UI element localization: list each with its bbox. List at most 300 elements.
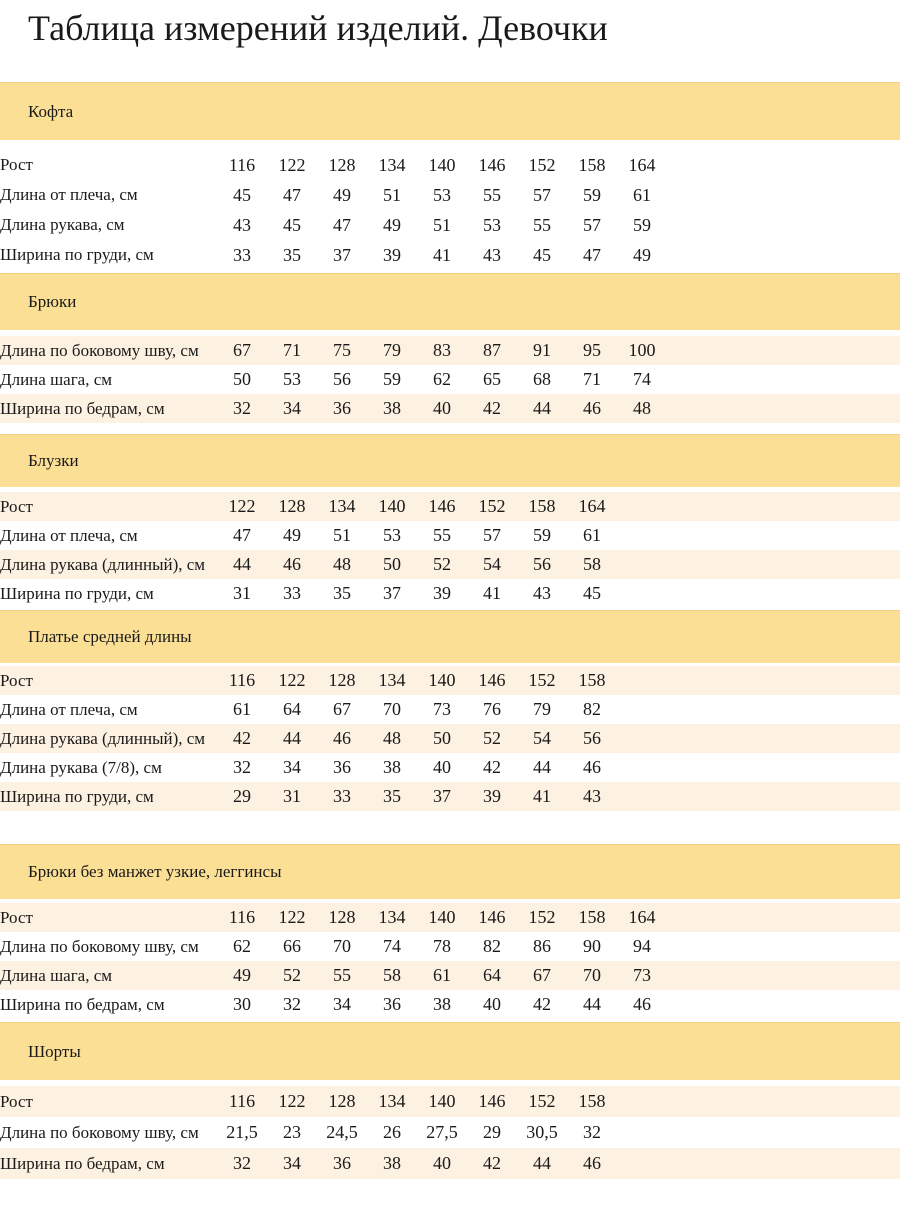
measurement-value: 32	[233, 757, 251, 778]
measurement-value: 61	[633, 184, 651, 205]
measurement-value: 56	[567, 724, 617, 753]
measurement-value: 33	[283, 583, 301, 604]
measurement-value: 128	[317, 666, 367, 695]
measurement-value: 78	[433, 936, 451, 957]
row-filler	[667, 990, 900, 1019]
measurement-value: 116	[217, 1086, 267, 1117]
measurement-value: 146	[478, 154, 506, 175]
measurement-value: 122	[278, 154, 306, 175]
measurement-value: 31	[233, 583, 251, 604]
table-row	[0, 210, 900, 240]
measurement-value: 42	[483, 757, 501, 778]
measurement-value: 140	[428, 154, 456, 175]
measurement-value: 134	[367, 1086, 417, 1117]
measurement-value: 122	[267, 1086, 317, 1117]
table-row	[0, 724, 900, 753]
measurement-value: 140	[417, 903, 467, 932]
measurement-value: 35	[367, 782, 417, 811]
section-title: Шорты	[28, 1041, 81, 1061]
row-filler	[667, 394, 900, 423]
measurement-value: 67	[517, 961, 567, 990]
measurement-value: 158	[578, 154, 606, 175]
table-row	[0, 695, 900, 724]
table-row	[0, 666, 900, 695]
measurement-value: 23	[283, 1122, 301, 1143]
measurement-value: 164	[628, 154, 656, 175]
measurement-value: 42	[467, 394, 517, 423]
measurement-value: 59	[583, 184, 601, 205]
row-label: Длина шага, см	[0, 369, 113, 389]
measurement-value: 100	[617, 336, 667, 365]
measurement-value: 79	[533, 699, 551, 720]
measurement-value: 24,5	[326, 1122, 358, 1143]
row-label: Ширина по бедрам, см	[0, 994, 165, 1014]
measurement-value: 43	[567, 782, 617, 811]
table-row	[0, 932, 900, 961]
table-row	[0, 521, 900, 550]
measurement-value: 32	[583, 1122, 601, 1143]
measurement-value: 38	[367, 394, 417, 423]
measurement-value: 48	[617, 394, 667, 423]
measurement-value: 36	[383, 994, 401, 1015]
measurement-value: 57	[533, 184, 551, 205]
row-filler	[667, 492, 900, 521]
measurement-value: 48	[367, 724, 417, 753]
table-row	[0, 1117, 900, 1148]
section-title: Брюки без манжет узкие, леггинсы	[28, 862, 282, 882]
measurement-value: 73	[617, 961, 667, 990]
measurement-value: 83	[417, 336, 467, 365]
measurement-value: 29	[483, 1122, 501, 1143]
row-label: Длина рукава (длинный), см	[0, 724, 217, 753]
measurement-value: 55	[533, 214, 551, 235]
measurement-value: 53	[283, 369, 301, 390]
measurement-value: 53	[383, 525, 401, 546]
measurement-value: 67	[217, 336, 267, 365]
row-filler	[667, 932, 900, 961]
measurement-value: 74	[633, 369, 651, 390]
measurement-value: 46	[583, 757, 601, 778]
row-filler	[667, 521, 900, 550]
row-filler	[667, 782, 900, 811]
measurement-value: 158	[567, 1086, 617, 1117]
measurement-value: 134	[317, 492, 367, 521]
measurement-value	[617, 782, 667, 811]
measurement-value: 68	[533, 369, 551, 390]
measurement-value: 91	[517, 336, 567, 365]
measurement-value: 38	[367, 1148, 417, 1179]
measurement-value: 146	[417, 492, 467, 521]
measurements-table	[0, 336, 900, 423]
row-label: Рост	[0, 1086, 217, 1117]
row-label: Длина рукава, см	[0, 215, 125, 235]
table-row	[0, 492, 900, 521]
measurement-value: 42	[217, 724, 267, 753]
table-row	[0, 550, 900, 579]
measurement-value: 43	[483, 244, 501, 265]
measurement-value: 71	[583, 369, 601, 390]
row-filler	[667, 210, 900, 240]
measurement-value	[617, 1117, 667, 1148]
measurement-value: 134	[367, 666, 417, 695]
measurement-value: 44	[517, 1148, 567, 1179]
table-row	[0, 1086, 900, 1117]
measurement-value: 37	[417, 782, 467, 811]
measurement-value: 71	[267, 336, 317, 365]
measurement-value: 90	[583, 936, 601, 957]
measurement-value: 40	[417, 1148, 467, 1179]
product-section	[0, 844, 900, 1019]
measurement-value: 51	[333, 525, 351, 546]
row-label: Длина рукава (длинный), см	[0, 550, 217, 579]
measurement-value: 152	[517, 666, 567, 695]
row-label: Рост	[0, 155, 33, 175]
measurement-value: 95	[567, 336, 617, 365]
measurement-value: 140	[417, 666, 467, 695]
measurement-value: 116	[217, 903, 267, 932]
section-header	[0, 434, 900, 487]
section-header	[0, 1022, 900, 1080]
row-filler	[667, 336, 900, 365]
table-row	[0, 365, 900, 394]
measurement-value: 70	[567, 961, 617, 990]
measurement-value: 43	[233, 214, 251, 235]
measurement-value: 46	[267, 550, 317, 579]
row-filler	[667, 1086, 900, 1117]
measurement-value: 94	[633, 936, 651, 957]
row-filler	[667, 1117, 900, 1148]
measurement-value: 38	[433, 994, 451, 1015]
measurement-value: 56	[333, 369, 351, 390]
measurement-value: 164	[567, 492, 617, 521]
measurement-value: 27,5	[426, 1122, 458, 1143]
table-row	[0, 180, 900, 210]
measurement-value: 75	[317, 336, 367, 365]
measurement-value: 55	[317, 961, 367, 990]
measurement-value: 134	[378, 154, 406, 175]
measurement-value: 36	[317, 394, 367, 423]
table-row	[0, 336, 900, 365]
measurement-value: 34	[333, 994, 351, 1015]
measurement-value: 39	[467, 782, 517, 811]
measurement-value: 44	[267, 724, 317, 753]
row-label: Ширина по груди, см	[0, 583, 154, 603]
table-row	[0, 990, 900, 1019]
measurement-value: 32	[217, 394, 267, 423]
measurement-value: 58	[367, 961, 417, 990]
row-label: Длина от плеча, см	[0, 185, 138, 205]
measurement-value: 158	[517, 492, 567, 521]
product-section	[0, 82, 900, 270]
measurement-value: 29	[217, 782, 267, 811]
measurement-value: 53	[483, 214, 501, 235]
measurement-value: 140	[367, 492, 417, 521]
measurement-value: 32	[283, 994, 301, 1015]
measurement-value: 122	[217, 492, 267, 521]
measurement-value: 146	[467, 1086, 517, 1117]
section-header	[0, 610, 900, 663]
measurement-value: 49	[633, 244, 651, 265]
measurement-value: 66	[283, 936, 301, 957]
section-header	[0, 844, 900, 899]
measurements-table	[0, 1086, 900, 1179]
measurement-value: 34	[267, 1148, 317, 1179]
measurement-value: 42	[467, 1148, 517, 1179]
measurement-value	[617, 695, 667, 724]
measurement-value: 45	[283, 214, 301, 235]
measurement-value: 73	[433, 699, 451, 720]
measurements-table	[0, 903, 900, 1019]
measurement-value: 39	[433, 583, 451, 604]
measurement-value: 35	[333, 583, 351, 604]
measurement-value: 45	[233, 184, 251, 205]
measurement-value: 30,5	[526, 1122, 558, 1143]
table-row	[0, 1148, 900, 1179]
measurement-value: 54	[517, 724, 567, 753]
measurement-value: 44	[217, 550, 267, 579]
measurement-value: 76	[483, 699, 501, 720]
measurement-value: 59	[633, 214, 651, 235]
measurement-value: 40	[483, 994, 501, 1015]
measurement-value: 47	[333, 214, 351, 235]
measurement-value: 53	[433, 184, 451, 205]
table-row	[0, 961, 900, 990]
measurement-value: 59	[533, 525, 551, 546]
row-filler	[667, 1148, 900, 1179]
measurement-value: 158	[567, 903, 617, 932]
measurement-value: 46	[317, 724, 367, 753]
measurement-value: 48	[317, 550, 367, 579]
measurement-value	[617, 1148, 667, 1179]
measurement-value: 51	[433, 214, 451, 235]
measurement-value: 46	[633, 994, 651, 1015]
product-section	[0, 273, 900, 423]
measurement-value: 46	[567, 1148, 617, 1179]
measurement-value: 86	[533, 936, 551, 957]
measurement-value: 87	[467, 336, 517, 365]
row-label: Длина от плеча, см	[0, 525, 138, 545]
measurement-value: 49	[283, 525, 301, 546]
measurement-value: 54	[467, 550, 517, 579]
measurement-value: 134	[367, 903, 417, 932]
measurement-value: 122	[267, 903, 317, 932]
page-title: Таблица измерений изделий. Девочки	[28, 8, 608, 48]
measurement-value: 128	[328, 154, 356, 175]
table-row	[0, 782, 900, 811]
row-filler	[667, 903, 900, 932]
measurement-value	[617, 753, 667, 782]
measurement-value: 67	[333, 699, 351, 720]
measurement-value: 50	[417, 724, 467, 753]
measurement-value: 31	[267, 782, 317, 811]
row-filler	[667, 365, 900, 394]
section-header	[0, 273, 900, 330]
section-title: Платье средней длины	[28, 627, 192, 647]
table-row	[0, 150, 900, 180]
measurement-value	[617, 1086, 667, 1117]
measurement-value: 57	[483, 525, 501, 546]
row-filler	[667, 666, 900, 695]
table-row	[0, 903, 900, 932]
measurement-value: 44	[533, 757, 551, 778]
measurement-value	[617, 492, 667, 521]
measurement-value: 47	[583, 244, 601, 265]
measurement-value: 164	[617, 903, 667, 932]
measurement-value: 56	[517, 550, 567, 579]
measurement-value: 35	[283, 244, 301, 265]
product-section	[0, 610, 900, 811]
row-label: Длина от плеча, см	[0, 699, 138, 719]
measurement-value: 82	[483, 936, 501, 957]
measurement-value: 58	[567, 550, 617, 579]
measurement-value: 128	[317, 1086, 367, 1117]
row-filler	[667, 550, 900, 579]
row-filler	[667, 579, 900, 608]
measurement-value: 64	[467, 961, 517, 990]
measurement-value: 61	[417, 961, 467, 990]
measurement-value: 49	[383, 214, 401, 235]
row-label: Длина рукава (7/8), см	[0, 757, 162, 777]
measurement-value: 40	[417, 394, 467, 423]
measurement-value: 52	[267, 961, 317, 990]
measurement-value: 61	[233, 699, 251, 720]
measurement-value: 41	[483, 583, 501, 604]
measurement-value: 39	[383, 244, 401, 265]
measurement-value: 55	[483, 184, 501, 205]
table-row	[0, 240, 900, 270]
measurement-value: 152	[528, 154, 556, 175]
measurement-value: 55	[433, 525, 451, 546]
measurement-value: 45	[533, 244, 551, 265]
measurement-value: 52	[417, 550, 467, 579]
sections-container	[0, 82, 900, 1179]
measurement-value: 42	[533, 994, 551, 1015]
row-label: Длина по боковому шву, см	[0, 936, 199, 956]
row-label: Рост	[0, 492, 217, 521]
measurement-value: 152	[517, 1086, 567, 1117]
table-row	[0, 579, 900, 608]
measurement-value: 37	[333, 244, 351, 265]
measurement-value: 152	[467, 492, 517, 521]
measurement-value: 116	[217, 666, 267, 695]
section-header	[0, 82, 900, 140]
section-title: Кофта	[28, 101, 74, 121]
measurement-value: 152	[517, 903, 567, 932]
measurement-value: 65	[483, 369, 501, 390]
measurement-value: 47	[283, 184, 301, 205]
measurement-value: 43	[533, 583, 551, 604]
row-filler	[667, 180, 900, 210]
measurement-value: 38	[383, 757, 401, 778]
measurement-value: 146	[467, 903, 517, 932]
measurement-value: 33	[233, 244, 251, 265]
measurement-value: 50	[367, 550, 417, 579]
measurement-value: 45	[583, 583, 601, 604]
row-label: Ширина по бедрам, см	[0, 1148, 217, 1179]
measurement-value: 70	[333, 936, 351, 957]
measurement-value: 51	[383, 184, 401, 205]
measurement-value: 47	[233, 525, 251, 546]
measurement-value: 46	[567, 394, 617, 423]
row-label: Ширина по груди, см	[0, 245, 154, 265]
measurement-value	[617, 550, 667, 579]
measurement-value	[617, 724, 667, 753]
table-row	[0, 753, 900, 782]
row-label: Длина по боковому шву, см	[0, 1122, 199, 1142]
row-label: Длина шага, см	[0, 961, 217, 990]
measurement-value: 64	[283, 699, 301, 720]
measurement-value: 32	[217, 1148, 267, 1179]
row-label: Рост	[0, 903, 217, 932]
measurements-table	[0, 492, 900, 608]
row-label: Рост	[0, 666, 217, 695]
measurement-value: 34	[283, 757, 301, 778]
measurement-value: 50	[233, 369, 251, 390]
measurement-value: 36	[333, 757, 351, 778]
size-chart-page	[0, 8, 900, 1179]
measurement-value: 44	[517, 394, 567, 423]
measurement-value: 52	[467, 724, 517, 753]
measurement-value: 37	[383, 583, 401, 604]
measurement-value: 140	[417, 1086, 467, 1117]
row-label: Длина по боковому шву, см	[0, 336, 217, 365]
measurement-value: 41	[433, 244, 451, 265]
measurements-table	[0, 150, 900, 270]
measurement-value: 49	[333, 184, 351, 205]
section-title: Брюки	[28, 292, 77, 312]
measurement-value	[617, 579, 667, 608]
row-filler	[667, 240, 900, 270]
measurement-value: 82	[583, 699, 601, 720]
product-section	[0, 1022, 900, 1179]
measurement-value: 34	[267, 394, 317, 423]
measurement-value: 44	[583, 994, 601, 1015]
measurement-value: 30	[233, 994, 251, 1015]
measurement-value: 70	[383, 699, 401, 720]
measurements-table	[0, 666, 900, 811]
measurement-value	[617, 666, 667, 695]
measurement-value: 41	[517, 782, 567, 811]
row-filler	[667, 961, 900, 990]
row-filler	[667, 150, 900, 180]
row-label: Ширина по бедрам, см	[0, 394, 217, 423]
product-section	[0, 434, 900, 608]
measurement-value: 36	[317, 1148, 367, 1179]
measurement-value: 49	[217, 961, 267, 990]
section-title: Блузки	[28, 451, 79, 471]
measurement-value: 62	[233, 936, 251, 957]
measurement-value: 158	[567, 666, 617, 695]
measurement-value: 116	[228, 154, 256, 175]
measurement-value: 74	[383, 936, 401, 957]
measurement-value: 128	[267, 492, 317, 521]
measurement-value: 57	[583, 214, 601, 235]
measurement-value: 33	[317, 782, 367, 811]
row-filler	[667, 695, 900, 724]
measurement-value: 40	[433, 757, 451, 778]
measurement-value: 128	[317, 903, 367, 932]
measurement-value: 146	[467, 666, 517, 695]
row-filler	[667, 753, 900, 782]
row-label: Ширина по груди, см	[0, 782, 217, 811]
measurement-value: 79	[367, 336, 417, 365]
measurement-value: 62	[433, 369, 451, 390]
measurement-value: 26	[383, 1122, 401, 1143]
measurement-value: 21,5	[226, 1122, 258, 1143]
measurement-value: 122	[267, 666, 317, 695]
row-filler	[667, 724, 900, 753]
measurement-value: 61	[583, 525, 601, 546]
